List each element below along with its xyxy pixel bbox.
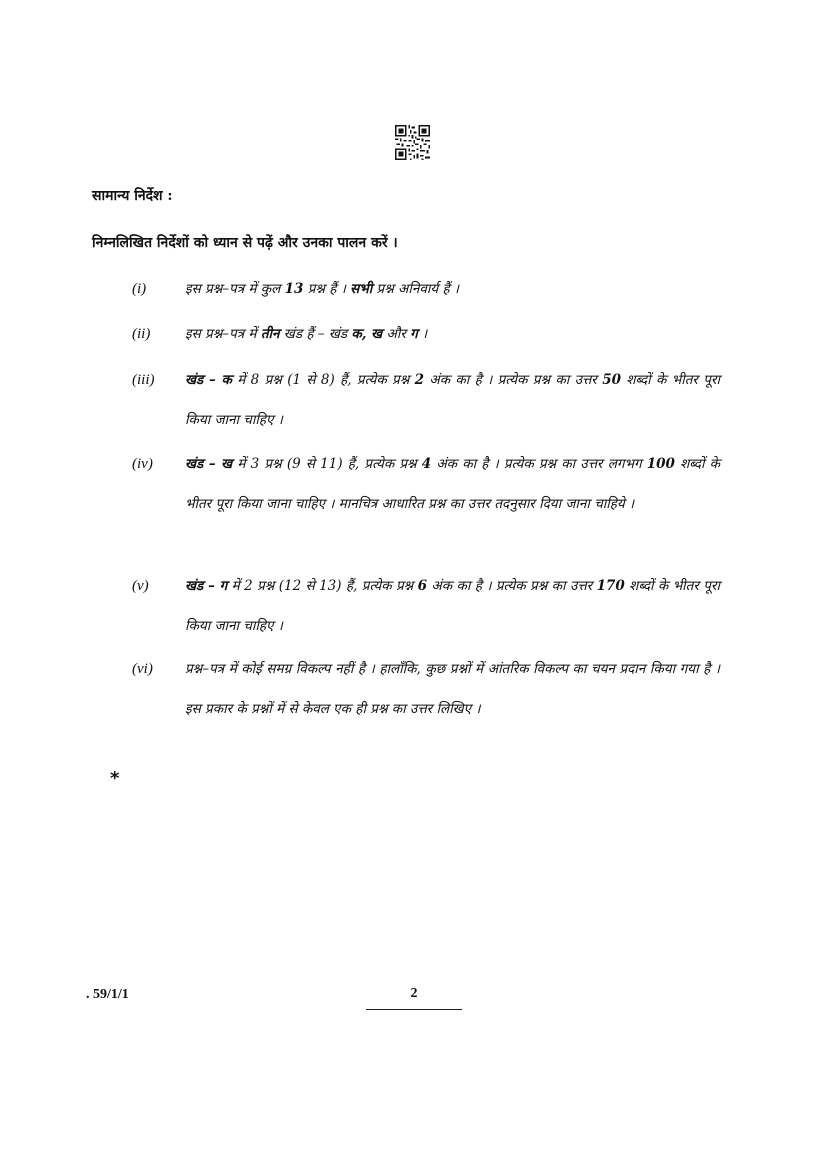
- instruction-number: (vi): [132, 661, 153, 677]
- instruction-text: इस प्रश्न–पत्र में तीन खंड हैं – खंड क, ख और ग ।: [185, 326, 428, 342]
- instruction-item: [132, 269, 732, 309]
- instruction-number: (i): [132, 281, 147, 297]
- instruction-item: [132, 314, 732, 354]
- page-number: 2: [410, 986, 418, 1001]
- paper-code: . 59/1/1: [86, 987, 129, 1002]
- instruction-number: (iii): [132, 372, 155, 388]
- instruction-number: (v): [132, 578, 149, 594]
- instruction-text: इस प्रश्न–पत्र में कुल 13 प्रश्न हैं । सभी प्रश्न अनिवार्य हैं ।: [185, 281, 460, 297]
- instruction-text: प्रश्न–पत्र में कोई समग्र विकल्प नहीं है । हालाँकि, कुछ प्रश्नों में आंतरिक विकल्प का चयन प्रदान किया गया है । इस प्रकार के प्रश्नों में से केवल एक ही प्रश्न का उत्तर लिखिए ।: [185, 661, 720, 717]
- instruction-number: (iv): [132, 456, 153, 472]
- instruction-item: [132, 649, 732, 729]
- instruction-item: [132, 566, 732, 646]
- instruction-number: (ii): [132, 326, 151, 342]
- instruction-item: [132, 444, 732, 524]
- instruction-text: खंड – ग में 2 प्रश्न (12 से 13) हैं, प्रत्येक प्रश्न 6 अंक का है । प्रत्येक प्रश्न का उत्तर 170 शब्दों के भीतर पूरा किया जाना चाहिए ।: [185, 578, 720, 634]
- instruction-text: खंड – क में 8 प्रश्न (1 से 8) हैं, प्रत्येक प्रश्न 2 अंक का है । प्रत्येक प्रश्न का उत्तर 50 शब्दों के भीतर पूरा किया जाना चाहिए ।: [185, 372, 720, 428]
- qr-code: [395, 125, 430, 160]
- instructions-intro: निम्नलिखित निर्देशों को ध्यान से पढ़ें और उनका पालन करें ।: [92, 235, 398, 251]
- asterisk-mark: *: [110, 768, 120, 789]
- general-instructions-heading: सामान्य निर्देश :: [92, 188, 173, 204]
- instruction-item: [132, 360, 732, 440]
- instruction-text: खंड – ख में 3 प्रश्न (9 से 11) हैं, प्रत्येक प्रश्न 4 अंक का है । प्रत्येक प्रश्न का उत्तर लगभग 100 शब्दों के भीतर पूरा किया जाना चाहिए । मानचित्र आधारित प्रश्न का उत्तर तदनुसार दिया जाना चाहिये ।: [185, 456, 720, 512]
- page-number-underline: [366, 1009, 462, 1010]
